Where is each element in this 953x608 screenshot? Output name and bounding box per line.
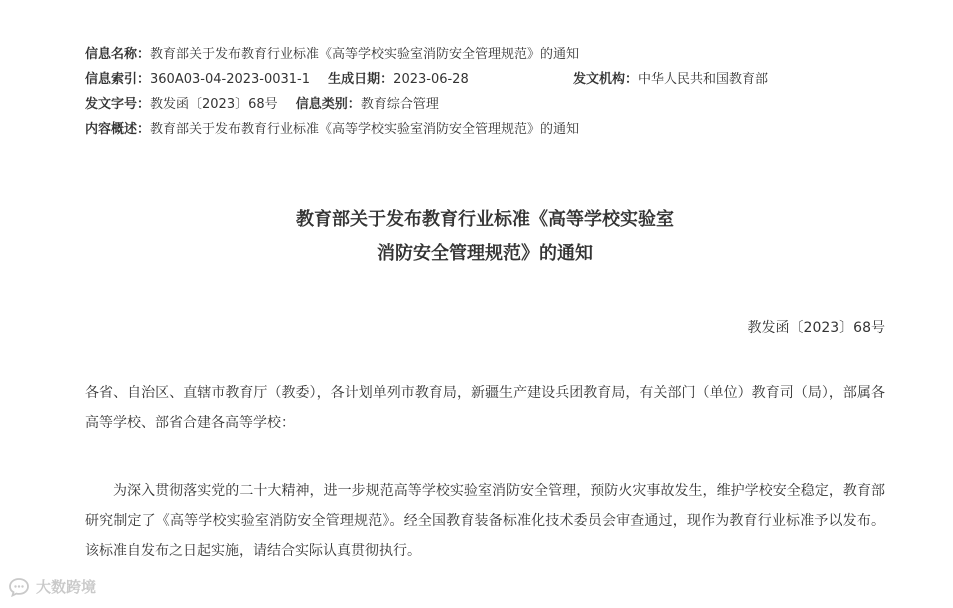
info-name-value: 教育部关于发布教育行业标准《高等学校实验室消防安全管理规范》的通知 [150, 47, 580, 62]
date-label: 生成日期： [328, 72, 394, 87]
body-paragraph: 为深入贯彻落实党的二十大精神，进一步规范高等学校实验室消防安全管理，预防火灾事故发生，维护学校安全稳定，教育部研究制定了《高等学校实验室消防安全管理规范》。经全国教育装备标准化技术委员会审查通过，现作为教育行业标准予以发布。该标准自发布之日起实施，请结合实际认真贯彻执行。 [85, 483, 885, 559]
issuer-group [573, 67, 768, 92]
index-label: 信息索引： [85, 72, 151, 87]
chat-bubble-icon [8, 577, 30, 597]
title-line-1: 教育部关于发布教育行业标准《高等学校实验室 [296, 209, 674, 230]
addressees-paragraph: 各省、自治区、直辖市教育厅（教委），各计划单列市教育局，新疆生产建设兵团教育局，有关部门（单位）教育司（局），部属各高等学校、部省合建各高等学校： [85, 385, 885, 431]
info-name-label: 信息名称： [85, 47, 151, 62]
date-group [328, 67, 469, 92]
document-number: 教发函〔2023〕68号 [747, 320, 885, 336]
date-value: 2023-06-28 [393, 72, 469, 87]
meta-row-info-name [85, 42, 885, 67]
category-label: 信息类别： [295, 97, 361, 112]
doc-no-value: 教发函〔2023〕68号 [150, 97, 278, 112]
issuer-label: 发文机构： [573, 72, 639, 87]
watermark-text: 大数跨境 [36, 578, 97, 596]
title-line-2: 消防安全管理规范》的通知 [377, 243, 593, 264]
page-title [85, 203, 885, 271]
meta-row-summary [85, 117, 885, 142]
issuer-value: 中华人民共和国教育部 [638, 72, 769, 87]
meta-row-index [85, 67, 885, 92]
meta-row-doc-no [85, 92, 885, 117]
document-metadata [85, 42, 885, 142]
category-value: 教育综合管理 [360, 97, 439, 112]
category-group [296, 92, 439, 117]
index-value: 360A03-04-2023-0031-1 [150, 72, 311, 87]
doc-no-label: 发文字号： [85, 97, 151, 112]
summary-label: 内容概述： [85, 122, 151, 137]
summary-value: 教育部关于发布教育行业标准《高等学校实验室消防安全管理规范》的通知 [150, 122, 580, 137]
watermark [8, 576, 96, 597]
